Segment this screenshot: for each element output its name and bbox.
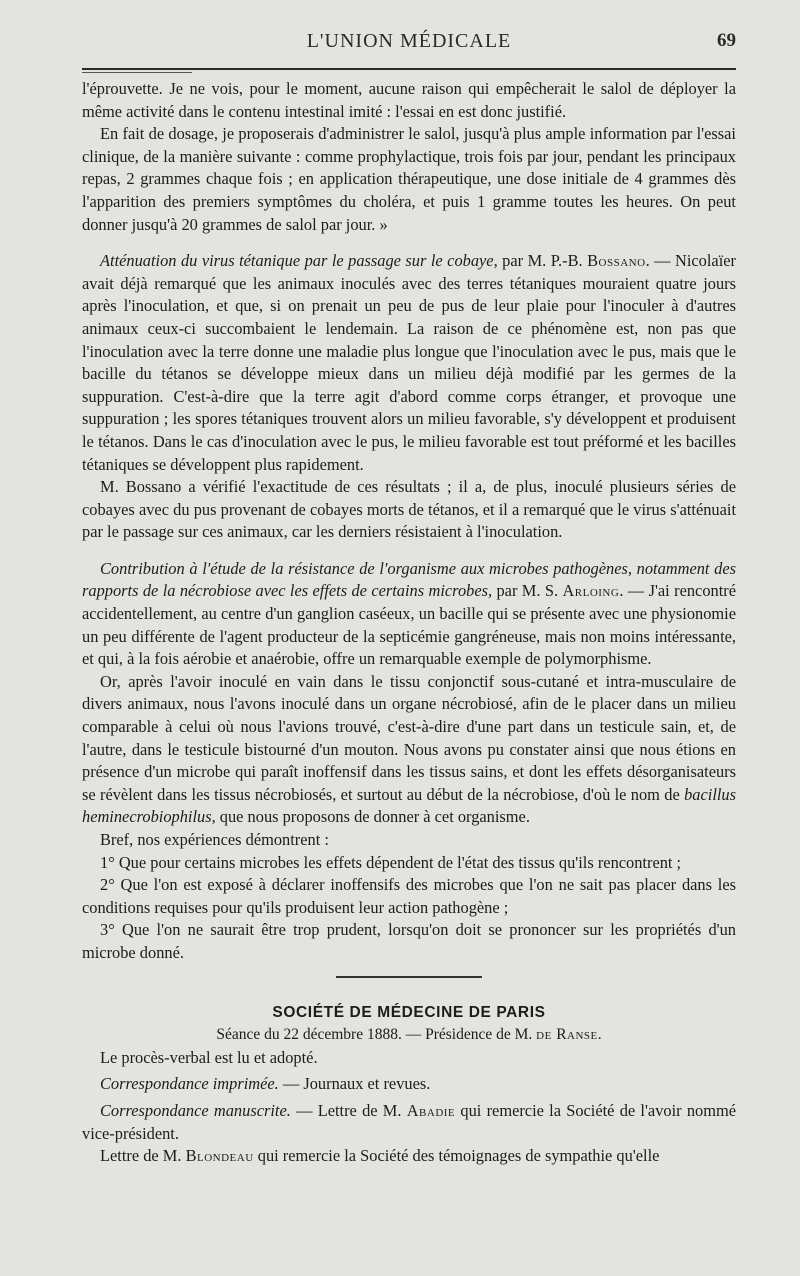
- author-bossano: Bossano: [587, 251, 646, 271]
- bacillus-name: bacillus heminecrobiophilus: [82, 784, 736, 827]
- running-title: L'UNION MÉDICALE: [306, 30, 512, 52]
- manuscript-correspondence-label: Correspondance manuscrite.: [100, 1100, 291, 1120]
- president-name: Ranse: [551, 1026, 598, 1044]
- experiment-end: , que nous proposons de donner à cet organisme.: [211, 807, 530, 827]
- name-blondeau: Blondeau: [185, 1146, 254, 1166]
- article-by-tetanus: par M. P.-B.: [497, 251, 588, 271]
- article-text-tetanus: . — Nicolaïer avait déjà remarqué que les animaux inoculés avec des terres tétaniques mouraient quatre jours après l'inoculation, et que, si on prenait un peu de pus de leur plaie pour l'inoculer à d'autres animaux ceux-ci succombaient le lendemain. La raison de ce phénomène est, non pas que l'inoculation avec la terre donne une maladie plus longue que l'inoculation avec le pus, mais que le bacille du tétanos se développe mieux dans un milieu déjà modifié par les germes de la suppuration. C'est-à-dire que la terre agit d'abord comme corps étranger, et provoque une suppuration ; les spores tétaniques trouvent alors un milieu favorable, s'y développent et produisent le tétanos. Dans le cas d'inoculation avec le pus, le milieu favorable est tout préformé et les bacilles tétaniques se développent plus rapidement.: [82, 251, 736, 474]
- printed-correspondence: [82, 1073, 736, 1096]
- experiment-text: Or, après l'avoir inoculé en vain dans le tissu conjonctif sous-cutané et intra-musculaire de divers animaux, nous l'avons inoculé dans un organe nécrobiosé, afin de le placer dans un milieu comparable à celui où nous l'avions trouvé, c'est-à-dire d'une part dans un testicule sain, et, de l'autre, dans le testicule bistourné d'un mouton. Nous avons pu constater ainsi que nous étions en présence d'un microbe qui paraît inoffensif dans les tissus sains, et dont les effets désorganisateurs se révèlent dans les tissus nécrobiosés, et surtout au début de la nécrobiose, d'où le nom de: [82, 671, 736, 804]
- manuscript-correspondence: [82, 1100, 736, 1145]
- minutes-line: Le procès-verbal est lu et adopté.: [100, 1047, 318, 1067]
- article-title-tetanus: Atténuation du virus tétanique par le passage sur le cobaye,: [100, 251, 498, 271]
- paragraph-1: l'éprouvette. Je ne vois, pour le moment, aucune raison qui empêcherait le salol de déployer la même activité dans le contenu intestinal imité : l'essai en est donc justifié.: [82, 79, 736, 121]
- printed-correspondence-label: Correspondance imprimée.: [100, 1074, 279, 1094]
- list-item: 2° Que l'on est exposé à déclarer inoffensifs des microbes que l'on ne sait pas placer dans les conditions requises pour qu'ils produisent leur action pathogène ;: [82, 875, 736, 917]
- paragraph-tetanus: [82, 250, 736, 476]
- letter-blondeau: [82, 1145, 736, 1168]
- text-column: [82, 78, 736, 1168]
- session-line: [82, 1024, 736, 1047]
- conclusion-list: [82, 852, 736, 965]
- author-arloing: Arloing: [562, 581, 620, 601]
- list-item: 1° Que pour certains microbes les effets dépendent de l'état des tissus qu'ils rencontrent ;: [100, 852, 682, 872]
- manuscript-text-b: qui remercie la Société de l'avoir nommé vice-président.: [82, 1100, 736, 1143]
- list-item: 3° Que l'on ne saurait être trop prudent, lorsqu'on doit se prononcer sur les propriétés d'un microbe donné.: [82, 920, 736, 962]
- session-end: .: [597, 1026, 602, 1044]
- paragraph-2: En fait de dosage, je proposerais d'administrer le salol, jusqu'à plus ample information par l'essai clinique, de la manière suivante : comme prophylactique, trois fois par jour, pendant les principaux repas, 2 grammes chaque fois ; en application thérapeutique, une dose initiale de 4 grammes dès l'apparition des premiers symptômes du choléra, et puis 1 gramme toutes les heures. On peut donner jusqu'à 20 grammes de salol par jour. »: [82, 124, 736, 234]
- header-rule-short: [82, 72, 192, 73]
- manuscript-text-a: — Lettre de M.: [290, 1100, 407, 1120]
- paragraph-experiment: [82, 671, 736, 829]
- president-particle: de: [536, 1026, 552, 1044]
- paragraph-bossano-verification: M. Bossano a vérifié l'exactitude de ces résultats ; il a, de plus, inoculé plusieurs séries de cobayes avec du pus provenant de cobayes morts de tétanos, et il a remarqué que le virus s'atténuait par le passage sur ces animaux, car les derniers résistaient à l'inoculation.: [82, 477, 736, 542]
- article-text-arloing: . — J'ai rencontré accidentellement, au centre d'un ganglion caséeux, un bacille qui se présente avec une physionomie un peu différente de l'agent producteur de la septicémie gangréneuse, mais non moins intéressante, et qui, à la fois aérobie et anaérobie, offre un remarquable exemple de polymorphisme.: [82, 581, 736, 669]
- letter-text-a: Lettre de M.: [100, 1146, 186, 1166]
- paragraph-arloing: [82, 558, 736, 671]
- page-number: 69: [717, 30, 736, 51]
- letter-text-b: qui remercie la Société des témoignages de sympathie qu'elle: [253, 1146, 660, 1166]
- header-rule: [82, 68, 736, 70]
- name-abadie: Abadie: [406, 1100, 456, 1120]
- section-separator: [336, 976, 482, 978]
- article-title-arloing: Contribution à l'étude de la résistance de l'organisme aux microbes pathogènes, notamment des rapports de la nécrobiose avec les effets de certains microbes,: [82, 558, 736, 601]
- article-by-arloing: par M. S.: [492, 581, 563, 601]
- session-text: Séance du 22 décembre 1888. — Présidence de M.: [216, 1026, 537, 1044]
- printed-correspondence-text: — Journaux et revues.: [278, 1074, 431, 1094]
- page-header: [82, 30, 736, 60]
- paragraph-conclusion-intro: Bref, nos expériences démontrent :: [100, 830, 329, 849]
- society-heading: SOCIÉTÉ DE MÉDECINE DE PARIS: [272, 1003, 546, 1021]
